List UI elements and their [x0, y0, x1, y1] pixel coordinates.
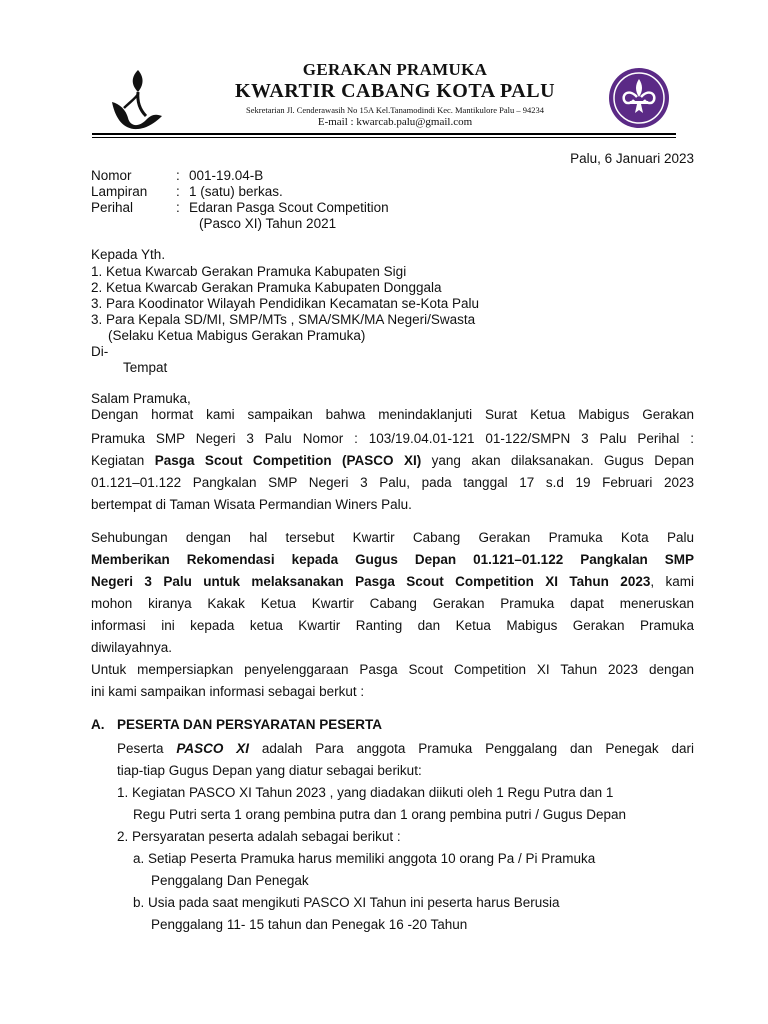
sub-list-item-cont: Penggalang Dan Penegak — [151, 873, 309, 888]
paragraph-line-bold: Memberikan Rekomendasi kepada Gugus Depan 01.121–01.122 Pangkalan SMP — [91, 552, 694, 567]
paragraph-line: ini kami sampaikan informasi sebagai berkut : — [91, 684, 365, 699]
section-marker: A. — [91, 717, 105, 732]
paragraph-line: Untuk mempersiapkan penyelenggaraan Pasga Scout Competition XI Tahun 2023 dengan — [91, 662, 694, 677]
paragraph-line: Dengan hormat kami sampaikan bahwa menindaklanjuti Surat Ketua Mabigus Gerakan — [91, 407, 694, 422]
meta-label-lampiran: Lampiran — [91, 184, 148, 199]
sub-list-item: b. Usia pada saat mengikuti PASCO XI Tahun ini peserta harus Berusia — [133, 895, 560, 910]
recipient-greeting: Kepada Yth. — [91, 247, 166, 262]
org-name: GERAKAN PRAMUKA — [302, 60, 488, 79]
meta-value-nomor: 001-19.04-B — [189, 168, 264, 183]
meta-colon: : — [176, 184, 180, 199]
section-title: PESERTA DAN PERSYARATAN PESERTA — [117, 717, 383, 732]
paragraph-line: diwilayahnya. — [91, 640, 173, 655]
email: E-mail : kwarcab.palu@gmail.com — [317, 116, 473, 128]
recipient-item: 1. Ketua Kwarcab Gerakan Pramuka Kabupaten Sigi — [91, 264, 407, 279]
recipient-item: 3. Para Koodinator Wilayah Pendidikan Kecamatan se-Kota Palu — [91, 296, 479, 311]
tunas-kelapa-icon — [108, 68, 166, 130]
paragraph-line: Negeri 3 Palu untuk melaksanakan Pasga Scout Competition XI Tahun 2023, kami — [91, 574, 694, 589]
letter-date: Palu, 6 Januari 2023 — [570, 151, 694, 166]
fleur-de-lis-emblem-icon — [608, 67, 670, 129]
meta-label-perihal: Perihal — [91, 200, 134, 215]
paragraph-line: bertempat di Taman Wisata Permandian Winers Palu. — [91, 497, 412, 512]
paragraph-line: informasi ini kepada ketua Kwartir Ranting dan Ketua Mabigus Gerakan Pramuka — [91, 618, 694, 633]
recipient-tempat: Tempat — [123, 360, 168, 375]
branch-name: KWARTIR CABANG KOTA PALU — [234, 80, 556, 102]
letterhead-divider-thin — [92, 137, 676, 138]
salutation: Salam Pramuka, — [91, 391, 191, 406]
paragraph-line: Kegiatan Pasga Scout Competition (PASCO XI) yang akan dilaksanakan. Gugus Depan — [91, 453, 695, 468]
meta-colon: : — [176, 200, 180, 215]
section-paragraph-line: Peserta PASCO XI adalah Para anggota Pramuka Penggalang dan Penegak dari — [117, 741, 695, 756]
sub-list-item-cont: Penggalang 11- 15 tahun dan Penegak 16 -20 Tahun — [151, 917, 468, 932]
paragraph-line: mohon kiranya Kakak Ketua Kwartir Cabang Gerakan Pramuka dapat meneruskan — [91, 596, 694, 611]
sub-list-item: a. Setiap Peserta Pramuka harus memiliki anggota 10 orang Pa / Pi Pramuka — [133, 851, 596, 866]
recipient-di: Di- — [91, 344, 109, 359]
list-item: 2. Persyaratan peserta adalah sebagai berikut : — [117, 829, 401, 844]
recipient-item: 3. Para Kepala SD/MI, SMP/MTs , SMA/SMK/MA Negeri/Swasta — [91, 312, 476, 327]
recipient-item: 2. Ketua Kwarcab Gerakan Pramuka Kabupaten Donggala — [91, 280, 442, 295]
section-paragraph-line: tiap-tiap Gugus Depan yang diatur sebagai berikut: — [117, 763, 422, 778]
list-item-cont: Regu Putri serta 1 orang pembina putra dan 1 orang pembina putri / Gugus Depan — [133, 807, 627, 822]
paragraph-line: 01.121–01.122 Pangkalan SMP Negeri 3 Palu, pada tanggal 17 s.d 19 Februari 2023 — [91, 475, 694, 490]
paragraph-line: Sehubungan dengan hal tersebut Kwartir Cabang Gerakan Pramuka Kota Palu — [91, 530, 694, 545]
recipient-item-note: (Selaku Ketua Mabigus Gerakan Pramuka) — [108, 328, 366, 343]
meta-colon: : — [176, 168, 180, 183]
address: Sekretarian Jl. Cenderawasih No 15A Kel.Tanamodindi Kec. Mantikulore Palu – 94234 — [245, 105, 545, 115]
meta-value-lampiran: 1 (satu) berkas. — [189, 184, 283, 199]
list-item: 1. Kegiatan PASCO XI Tahun 2023 , yang diadakan diikuti oleh 1 Regu Putra dan 1 — [117, 785, 614, 800]
paragraph-line: Pramuka SMP Negeri 3 Palu Nomor : 103/19.04.01-121 01-122/SMPN 3 Palu Perihal : — [91, 431, 694, 446]
meta-label-nomor: Nomor — [91, 168, 132, 183]
meta-value-perihal: Edaran Pasga Scout Competition — [189, 200, 389, 215]
letterhead-divider — [92, 133, 676, 135]
meta-value-perihal-cont: (Pasco XI) Tahun 2021 — [199, 216, 337, 231]
letterhead — [0, 60, 768, 130]
